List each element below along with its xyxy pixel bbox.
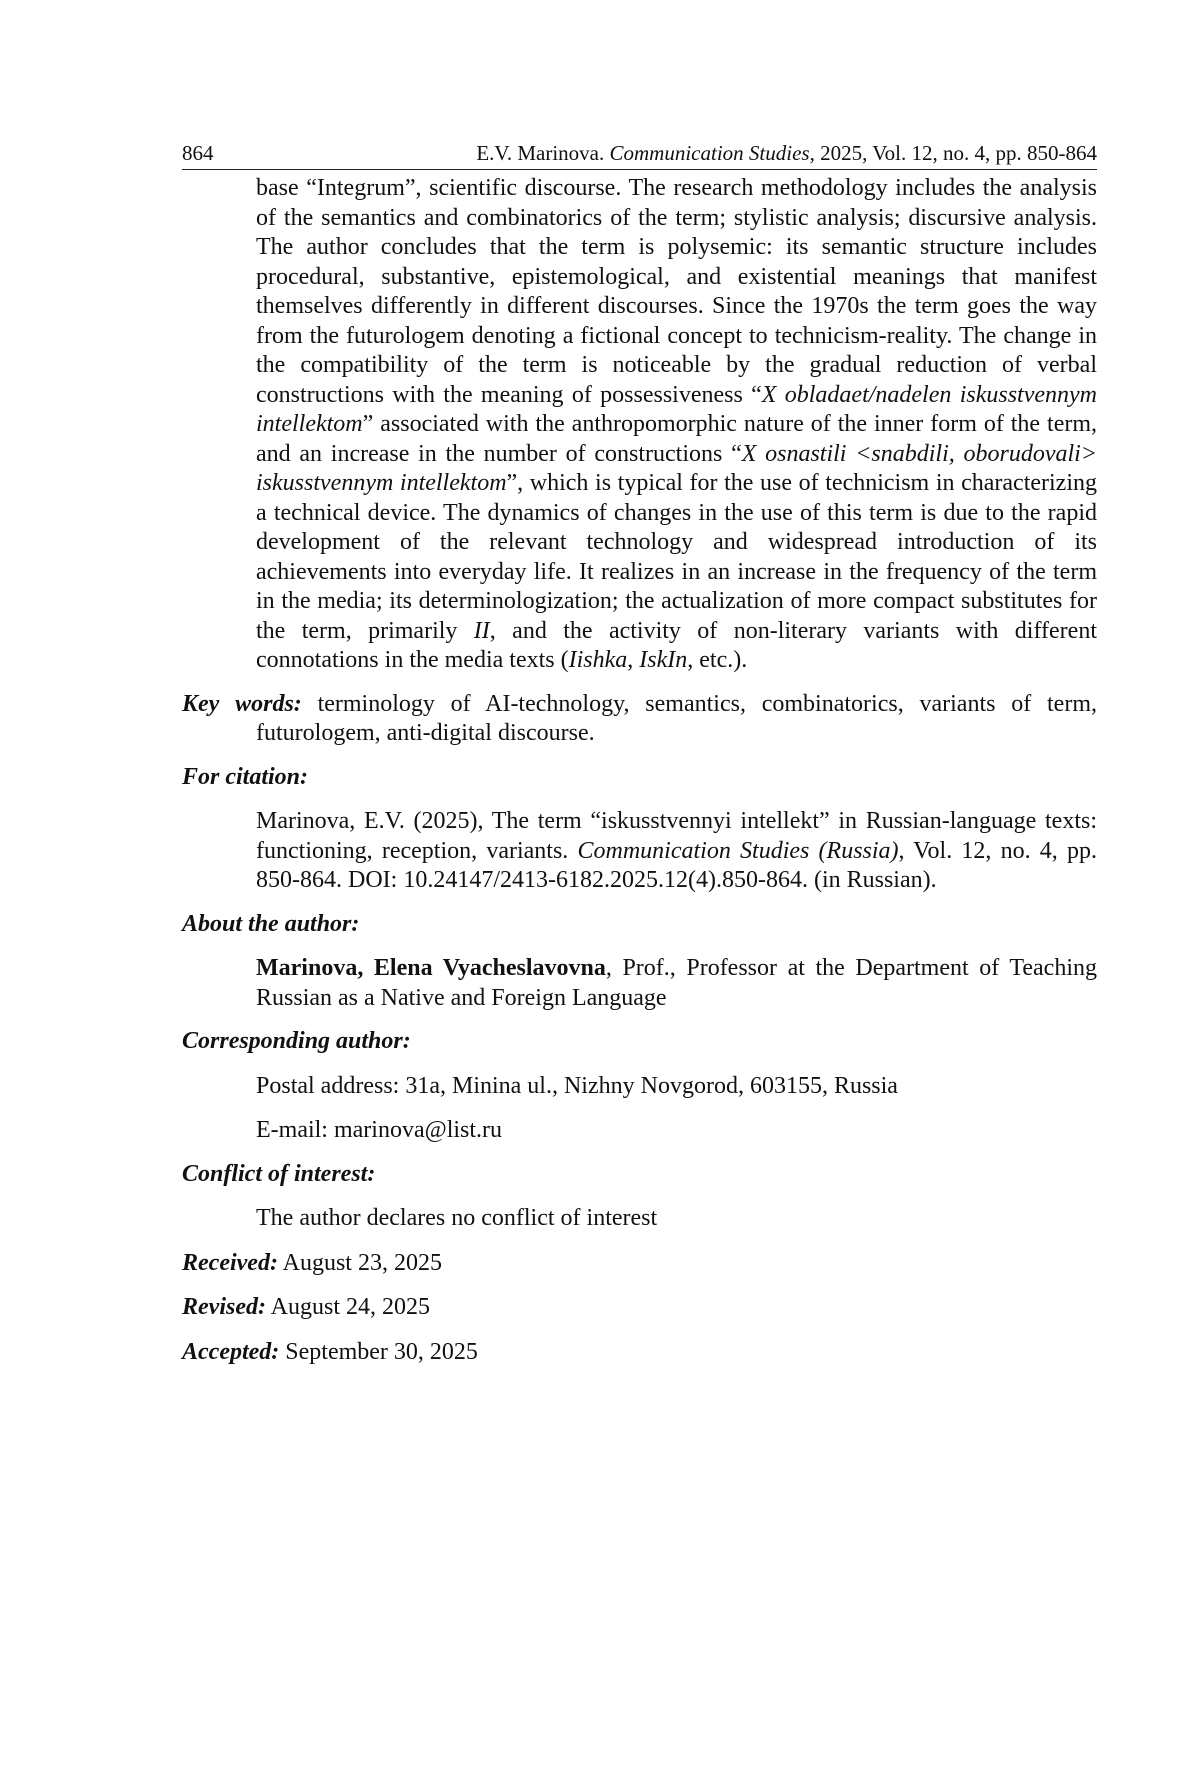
author-affiliation: , Prof., Professor at the Department of Teaching Russian as a Native and Foreign Language [256, 955, 1097, 1011]
keywords-text: terminology of AI-technology, semantics, combinatorics, variants of term, futurologem, anti-digital discourse. [256, 690, 1097, 746]
abstract-separator: , [627, 647, 640, 673]
running-head [182, 140, 1097, 170]
about-body [256, 954, 1097, 1013]
received-label: Received: [182, 1249, 278, 1276]
abstract-text-3: ”, which is typical for the use of technicism in characterizing a technical device. The dynamics of changes in the use of this term is due to the rapid development of the relevant technology and widespread introduction of its achievements into everyday life. It realizes in an increase in the frequency of the term in the media; its determinologization; the actualization of more compact substitutes for the term, primarily [256, 470, 1097, 644]
corresponding-label: Corresponding author: [182, 1028, 411, 1054]
about-label: About the author: [182, 910, 360, 937]
abstract-text-4: , and the activity of non-literary variants with different connotations in the media texts ( [256, 617, 1097, 673]
abstract-text-2: ” associated with the anthropomorphic nature of the inner form of the term, and an increase in the number of constructions “ [256, 411, 1097, 467]
postal-address: Postal address: 31a, Minina ul., Nizhny Novgorod, 603155, Russia [256, 1072, 898, 1099]
abstract-text-5: , etc.). [687, 647, 748, 673]
accepted-date [182, 1338, 1097, 1368]
revised-date [182, 1293, 1097, 1323]
page-number: 864 [182, 141, 214, 165]
abstract-variant-1: Iishka [568, 647, 628, 673]
citation-journal: Communication Studies (Russia) [577, 837, 899, 864]
keywords [182, 690, 1097, 749]
keywords-label: Key words: [182, 690, 302, 717]
conflict-body [256, 1204, 1097, 1234]
abstract-text-1: base “Integrum”, scientific discourse. The research methodology includes the analysis of the semantics and combinatorics of the term; stylistic analysis; discursive analysis. The author concludes that the term is polysemic: its semantic structure includes procedural, substantive, epistemological, and existential meanings that manifest themselves differently in different discourses. Since the 1970s the term goes the way from the futurologem denoting a fictional concept to technicism-reality. The change in the compatibility of the term is noticeable by the gradual reduction of verbal constructions with the meaning of possessiveness “ [256, 175, 1097, 408]
corresponding-body [256, 1072, 1097, 1146]
about-text [256, 954, 1097, 1013]
abstract-example-2: X osnastili <snabdili, oborudovali> iskusstvennym intellektom [256, 440, 1097, 496]
received-date [182, 1249, 1097, 1279]
running-head-authors: E.V. Marinova. [476, 141, 605, 165]
author-name: Marinova, Elena Vyacheslavovna [256, 955, 606, 981]
abstract-abbr-ii: II [473, 617, 490, 644]
citation-text-2: , Vol. 12, no. 4, pp. 850-864. DOI: 10.24147/2413-6182.2025.12(4).850-864. (in Russian). [256, 837, 1097, 893]
running-head-citation [476, 140, 1097, 166]
citation-label: For citation: [182, 763, 309, 790]
running-head-journal: Communication Studies [609, 141, 810, 165]
about-heading [182, 910, 1097, 940]
email-address: E-mail: marinova@list.ru [256, 1117, 503, 1143]
abstract-example-1: X obladaet/nadelen iskusstvennym intellektom [256, 381, 1097, 437]
citation-body [256, 807, 1097, 896]
abstract-variant-2: IskIn [639, 647, 688, 673]
conflict-text: The author declares no conflict of interest [256, 1205, 658, 1231]
citation-text-1: Marinova, E.V. (2025), The term “iskusstvennyi intellekt” in Russian-language texts: functioning, reception, variants. [256, 808, 1097, 864]
revised-label: Revised: [182, 1294, 266, 1320]
running-head-details: , 2025, Vol. 12, no. 4, pp. 850-864 [809, 141, 1097, 165]
abstract-paragraph [256, 174, 1097, 676]
article-page [182, 140, 1097, 1367]
received-value: August 23, 2025 [277, 1249, 442, 1276]
conflict-heading [182, 1160, 1097, 1190]
abstract-continuation [256, 174, 1097, 676]
corresponding-heading [182, 1027, 1097, 1057]
accepted-label: Accepted: [182, 1338, 280, 1365]
conflict-label: Conflict of interest: [182, 1160, 376, 1187]
citation-heading [182, 763, 1097, 793]
citation-text [256, 807, 1097, 896]
accepted-value: September 30, 2025 [279, 1338, 478, 1365]
revised-value: August 24, 2025 [265, 1294, 430, 1320]
